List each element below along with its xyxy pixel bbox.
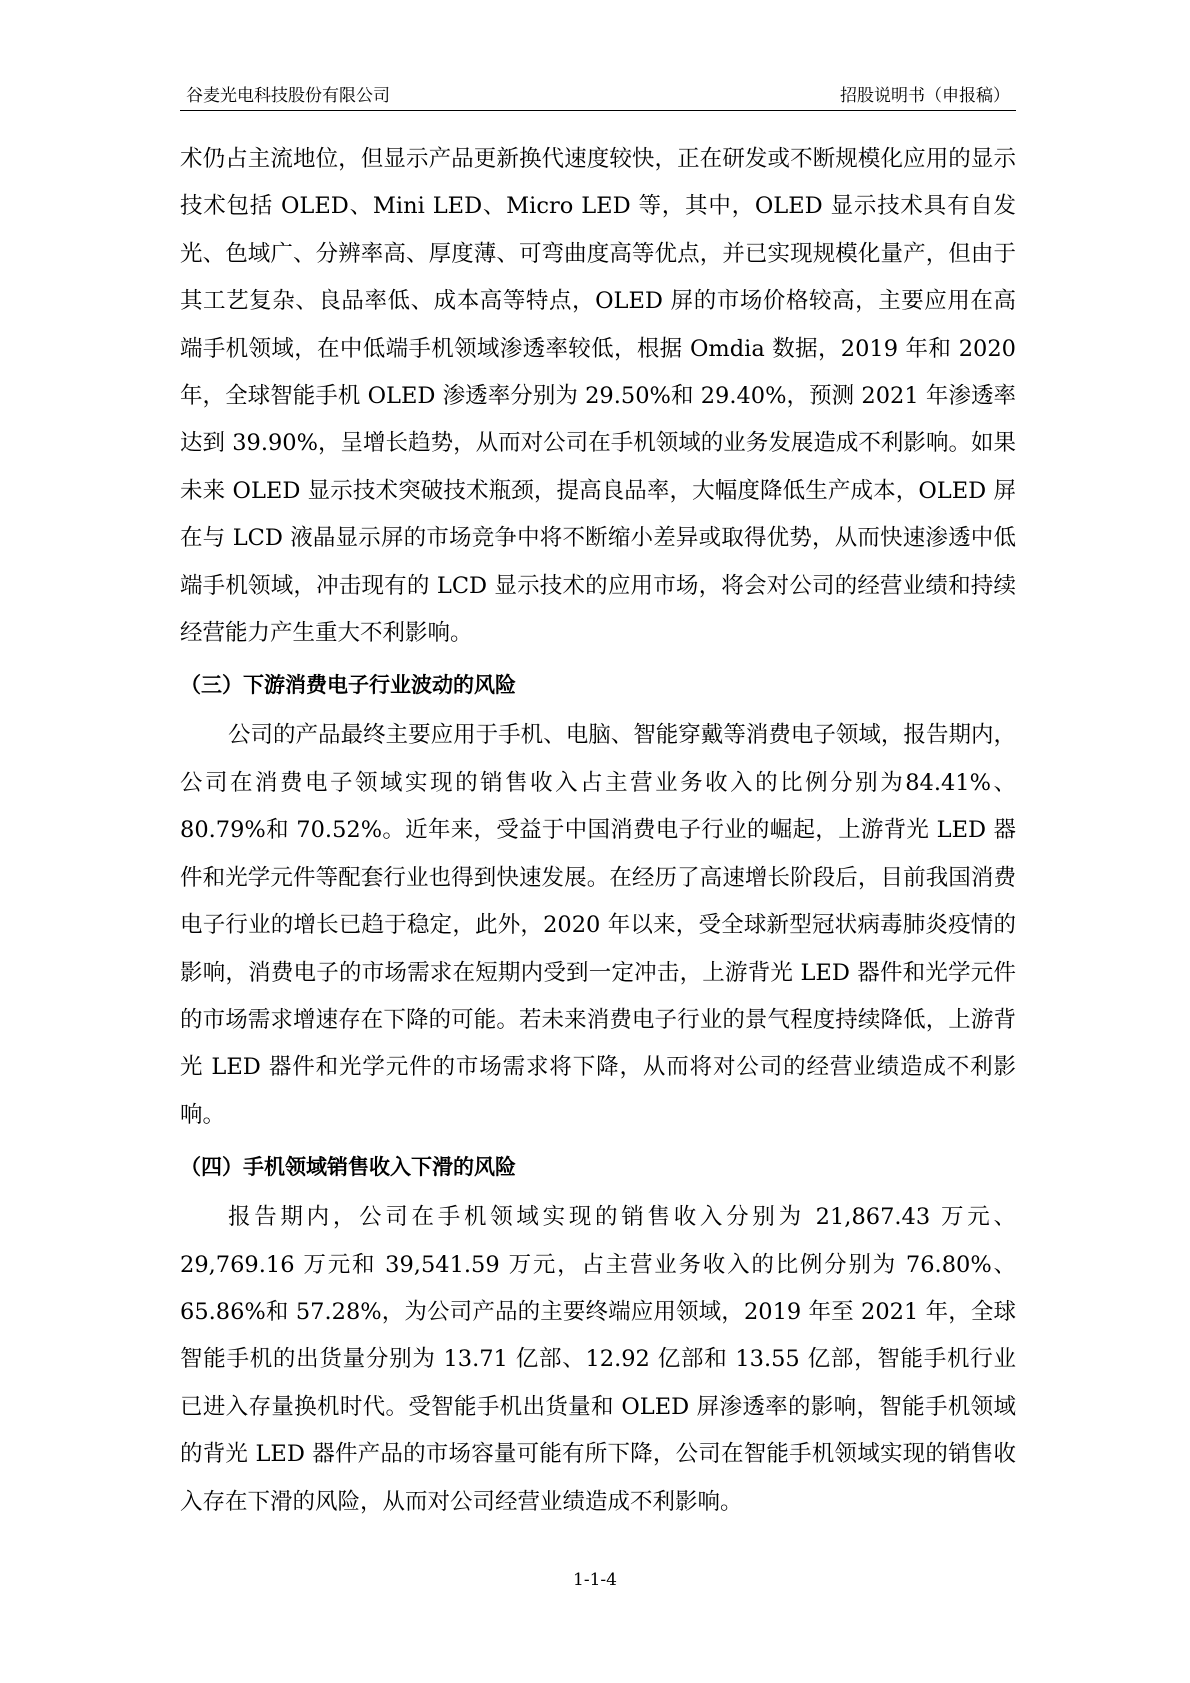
header-company-name: 谷麦光电科技股份有限公司 (186, 86, 390, 106)
page-number: 1-1-4 (573, 1570, 617, 1590)
paragraph-consumer-electronics-risk: 公司的产品最终主要应用于手机、电脑、智能穿戴等消费电子领域，报告期内，公司在消费电子领域实现的销售收入占主营业务收入的比例分别为84.41%、80.79%和 70.52%。近年来，受益于中国消费电子行业的崛起，上游背光 LED 器件和光学元件等配套行业也得到快速发展。在经历了高速增长阶段后，目前我国消费电子行业的增长已趋于稳定，此外，2020 年以来，受全球新型冠状病毒肺炎疫情的影响，消费电子的市场需求在短期内受到一定冲击，上游背光 LED 器件和光学元件的市场需求增速存在下降的可能。若未来消费电子行业的景气程度持续降低，上游背光 LED 器件和光学元件的市场需求将下降，从而将对公司的经营业绩造成不利影响。 (180, 722, 1016, 1128)
section-heading-consumer-electronics-risk: （三）下游消费电子行业波动的风险 (180, 673, 516, 698)
paragraph-mobile-revenue-risk: 报告期内，公司在手机领域实现的销售收入分别为 21,867.43 万元、29,769.16 万元和 39,541.59 万元，占主营业务收入的比例分别为 76.80%、65.86%和 57.28%，为公司产品的主要终端应用领域，2019 年至 2021 年，全球智能手机的出货量分别为 13.71 亿部、12.92 亿部和 13.55 亿部，智能手机行业已进入存量换机时代。受智能手机出货量和 OLED 屏渗透率的影响，智能手机领域的背光 LED 器件产品的市场容量可能有所下降，公司在智能手机领域实现的销售收入存在下滑的风险，从而对公司经营业绩造成不利影响。 (180, 1204, 1016, 1515)
header-document-title: 招股说明书（申报稿） (840, 86, 1010, 106)
section-heading-mobile-revenue-risk: （四）手机领域销售收入下滑的风险 (180, 1155, 516, 1180)
paragraph-oled-risk-continued: 术仍占主流地位，但显示产品更新换代速度较快，正在研发或不断规模化应用的显示技术包括 OLED、Mini LED、Micro LED 等，其中，OLED 显示技术具有自发光、色域广、分辨率高、厚度薄、可弯曲度高等优点，并已实现规模化量产，但由于其工艺复杂、良品率低、成本高等特点，OLED 屏的市场价格较高，主要应用在高端手机领域，在中低端手机领域渗透率较低，根据 Omdia 数据，2019 年和 2020 年，全球智能手机 OLED 渗透率分别为 29.50%和 29.40%，预测 2021 年渗透率达到 39.90%，呈增长趋势，从而对公司在手机领域的业务发展造成不利影响。如果未来 OLED 显示技术突破技术瓶颈，提高良品率，大幅度降低生产成本，OLED 屏在与 LCD 液晶显示屏的市场竞争中将不断缩小差异或取得优势，从而快速渗透中低端手机领域，冲击现有的 LCD 显示技术的应用市场，将会对公司的经营业绩和持续经营能力产生重大不利影响。 (180, 146, 1016, 647)
page-footer (0, 1568, 1190, 1592)
page-header (180, 82, 1016, 111)
document-body (180, 136, 1016, 1526)
